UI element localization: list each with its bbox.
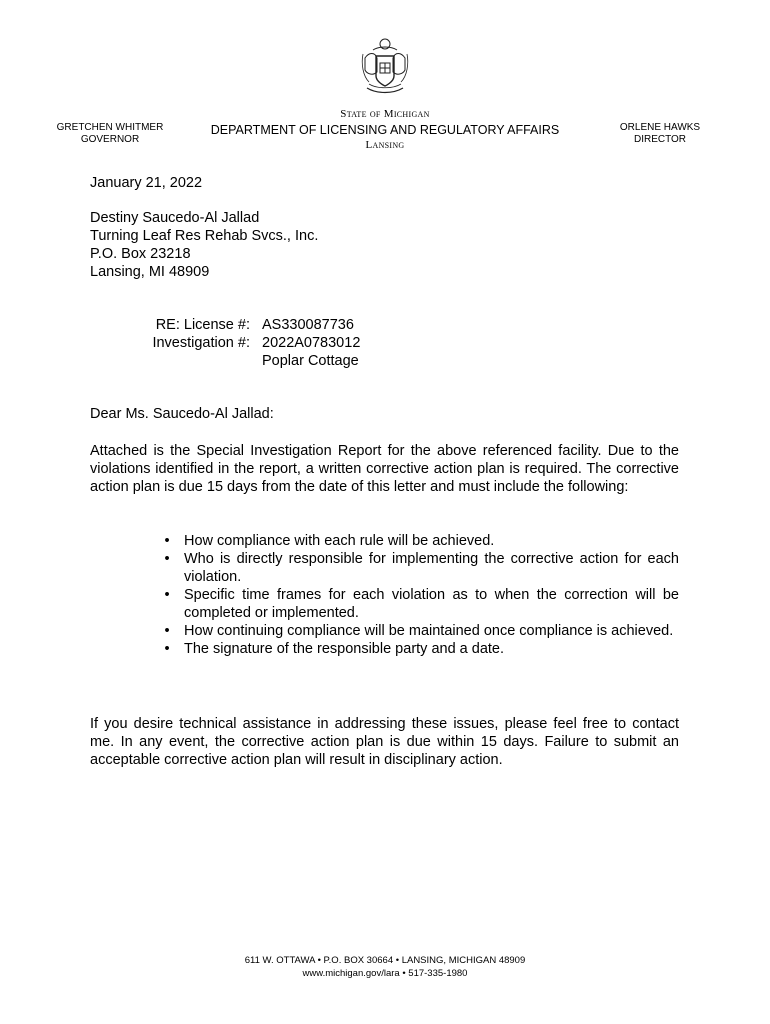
- state-name: State of Michigan: [340, 108, 430, 120]
- director-title: DIRECTOR: [633, 134, 687, 145]
- recipient-po-box: P.O. Box 23218: [90, 246, 191, 262]
- re-labels: [90, 316, 250, 352]
- bullet-icon: •: [164, 641, 170, 657]
- footer-address: 611 W. OTTAWA • P.O. BOX 30664 • LANSING, MICHIGAN 48909: [244, 955, 526, 966]
- facility-name: Poplar Cottage: [262, 353, 359, 369]
- governor-block: [40, 122, 180, 146]
- list-item: • How continuing compliance will be maintained once compliance is achieved.: [160, 622, 679, 640]
- re-values: [262, 316, 360, 370]
- department-name: DEPARTMENT OF LICENSING AND REGULATORY AFFAIRS: [210, 123, 560, 137]
- bullet-icon: •: [164, 551, 170, 567]
- letter-date: January 21, 2022: [90, 175, 203, 191]
- bullet-icon: •: [164, 533, 170, 549]
- governor-name: GRETCHEN WHITMER: [56, 122, 164, 133]
- recipient-address: [90, 209, 318, 281]
- recipient-company: Turning Leaf Res Rehab Svcs., Inc.: [90, 228, 319, 244]
- license-number: AS330087736: [262, 317, 354, 333]
- director-block: [590, 122, 730, 146]
- license-label: RE: License #:: [155, 317, 250, 333]
- bullet-icon: •: [164, 623, 170, 639]
- investigation-number: 2022A0783012: [262, 335, 361, 351]
- state-seal-icon: [359, 36, 411, 96]
- list-item: • Who is directly responsible for implementing the corrective action for each violation.: [160, 550, 679, 586]
- recipient-name: Destiny Saucedo-Al Jallad: [90, 210, 260, 226]
- governor-title: GOVERNOR: [80, 134, 140, 145]
- recipient-city: Lansing, MI 48909: [90, 264, 210, 280]
- list-item: • Specific time frames for each violation as to when the correction will be completed or implemented.: [160, 586, 679, 622]
- greeting: Dear Ms. Saucedo-Al Jallad:: [90, 406, 274, 422]
- footer-contact: www.michigan.gov/lara • 517-335-1980: [302, 968, 468, 979]
- investigation-label: Investigation #:: [152, 335, 250, 351]
- paragraph-closing: If you desire technical assistance in addressing these issues, please feel free to contact me. In any event, the corrective action plan is due within 15 days. Failure to submit an acceptable corrective action plan will result in disciplinary action.: [90, 716, 679, 768]
- list-item: • How compliance with each rule will be achieved.: [160, 532, 679, 550]
- city-name: Lansing: [365, 139, 405, 151]
- requirements-list: [160, 532, 679, 658]
- paragraph-intro: Attached is the Special Investigation Report for the above referenced facility. Due to the violations identified in the report, a written corrective action plan is required. The corrective action plan is due 15 days from the date of this letter and must include the following:: [90, 443, 679, 495]
- bullet-icon: •: [164, 587, 170, 603]
- director-name: ORLENE HAWKS: [619, 122, 701, 133]
- list-item: • The signature of the responsible party and a date.: [160, 640, 679, 658]
